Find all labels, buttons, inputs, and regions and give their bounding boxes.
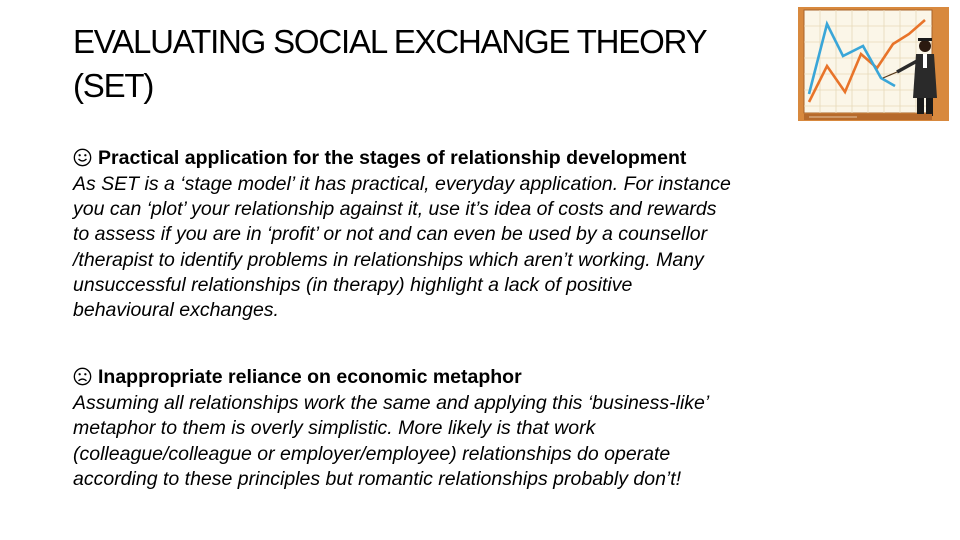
- point-economic-metaphor: [73, 365, 893, 492]
- slide-title-line-2: (SET): [73, 67, 154, 104]
- point-body: [73, 391, 878, 492]
- point-practical-application: [73, 146, 893, 323]
- point-heading-text: Practical application for the stages of relationship development: [98, 147, 687, 169]
- slide-title-line-1: EVALUATING SOCIAL EXCHANGE THEORY: [73, 23, 707, 60]
- point-heading-text: Inappropriate reliance on economic metaphor: [98, 366, 522, 389]
- presenter-chart-illustration: [797, 6, 950, 122]
- body-line: metaphor to them is overly simplistic. More likely is that work: [73, 417, 596, 440]
- body-line: (colleague/colleague or employer/employee) relationships do operate: [73, 442, 671, 465]
- body-line: unsuccessful relationships (in therapy) highlight a lack of positive: [73, 273, 633, 296]
- body-line: As SET is a ‘stage model’ it has practical, everyday application. For instance: [73, 173, 731, 195]
- frowning-face-icon: [73, 367, 92, 386]
- point-heading: [73, 146, 893, 171]
- content-area: [73, 146, 893, 492]
- body-line: /therapist to identify problems in relationships which aren’t working. Many: [73, 248, 704, 271]
- slide-title: [73, 20, 763, 108]
- body-line: behavioural exchanges.: [73, 299, 279, 322]
- point-heading: [73, 365, 893, 390]
- body-line: you can ‘plot’ your relationship against it, use it’s idea of costs and rewards: [73, 198, 717, 221]
- body-line: Assuming all relationships work the same and applying this ‘business-like’: [73, 392, 710, 415]
- body-line: to assess if you are in ‘profit’ or not and can even be used by a counsellor: [73, 223, 708, 246]
- body-line: according to these principles but romantic relationships probably don’t!: [73, 467, 682, 490]
- smiley-face-icon: [73, 148, 92, 167]
- point-body: [73, 172, 878, 323]
